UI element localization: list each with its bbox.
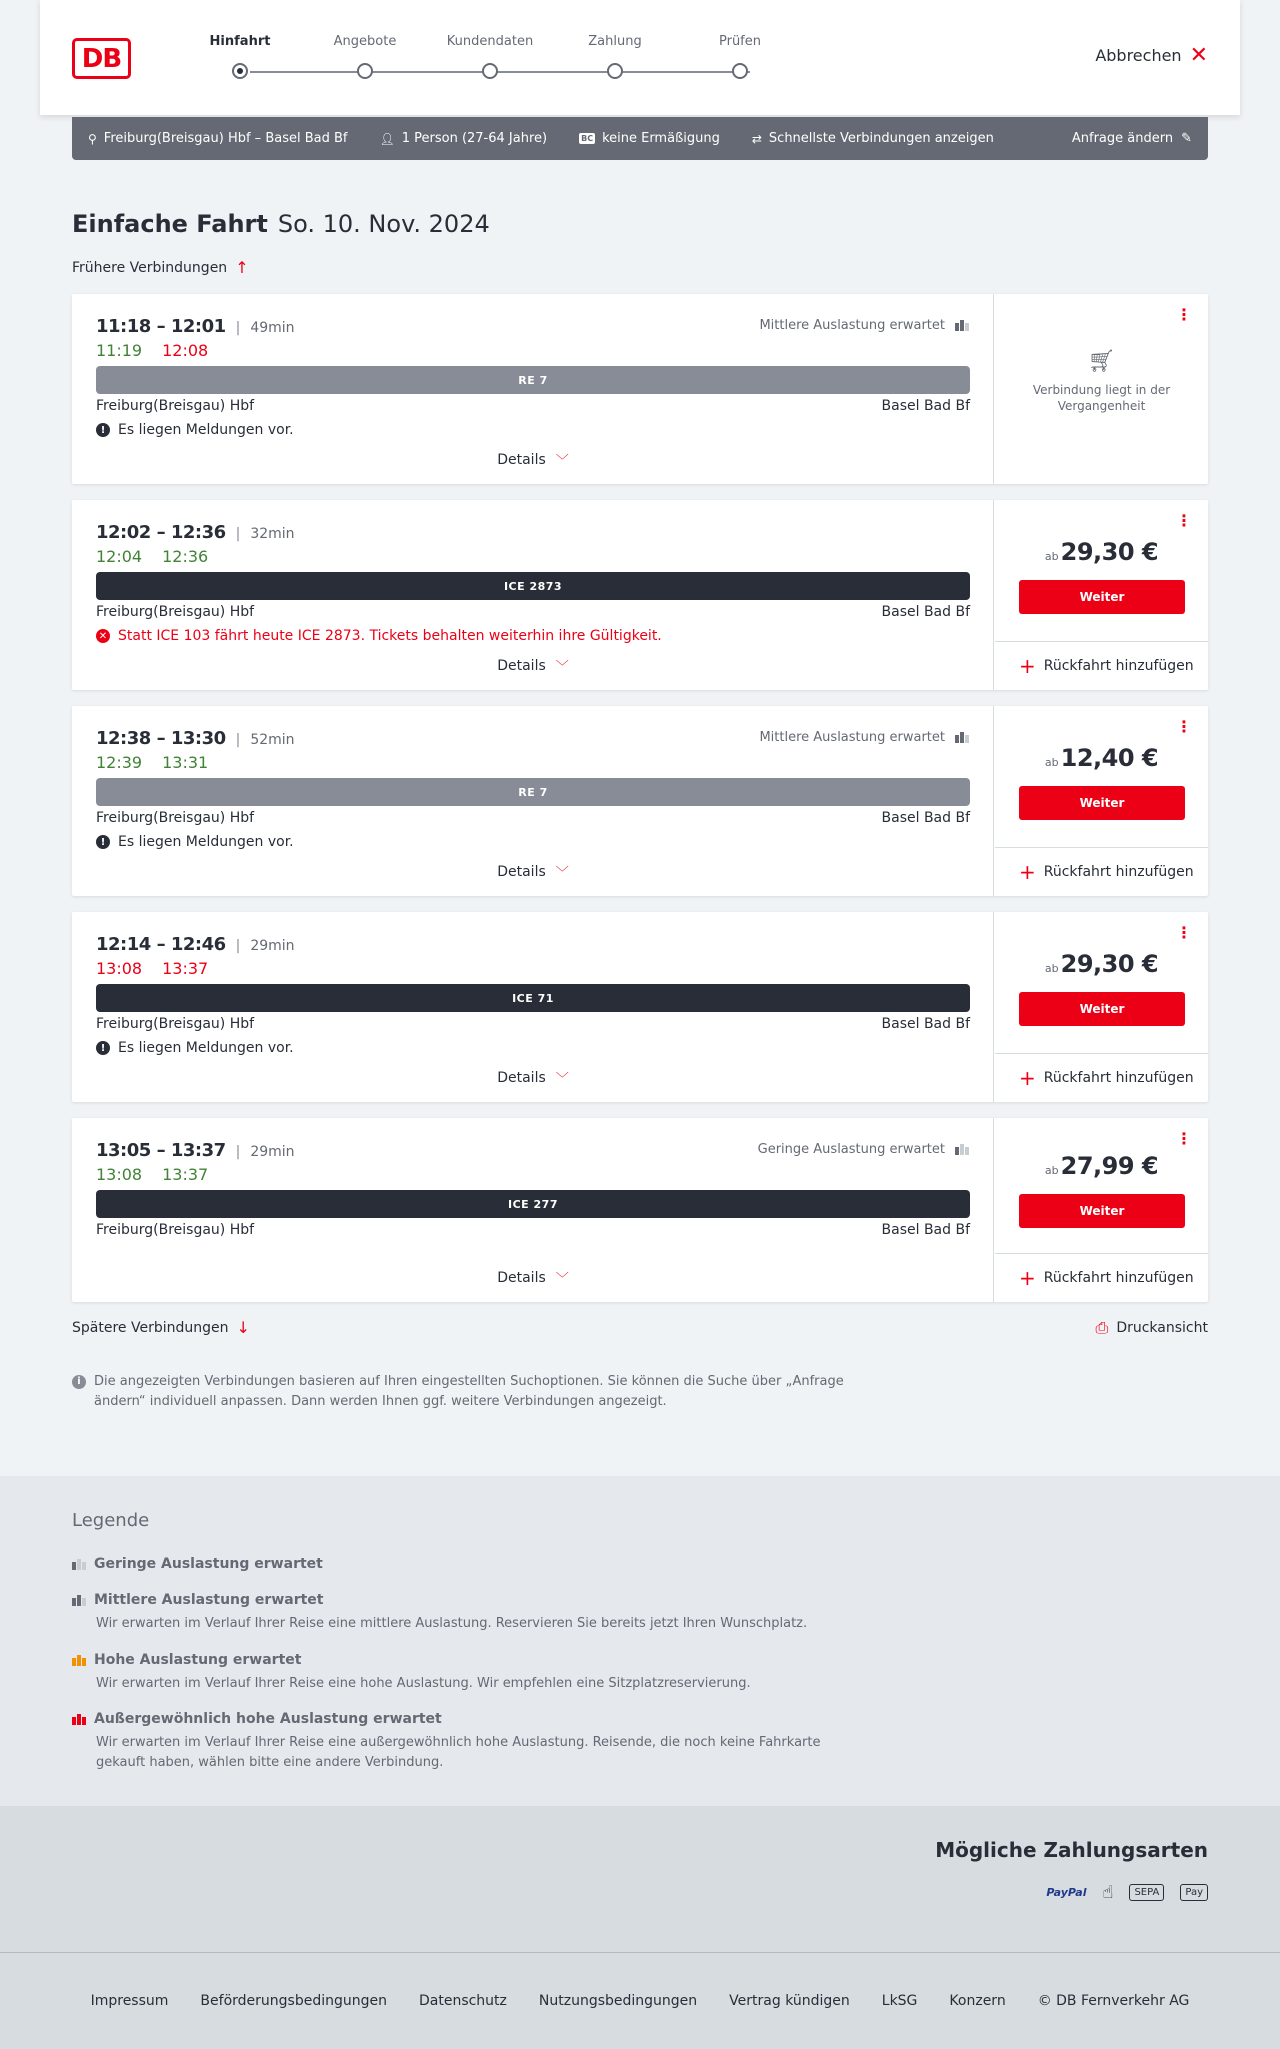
connection-info [72,1118,994,1302]
connection-info [72,706,994,896]
traveller-summary: 👤︎ 1 Person (27-64 Jahre) [379,131,548,146]
paypal-icon: PayPal [1046,1886,1087,1899]
arrow-down-icon: ↓ [236,1318,250,1337]
price: ab29,30 € [1044,538,1159,566]
legend-item-very-high: Außergewöhnlich hohe Auslastung erwartet Wir erwarten im Verlauf Ihrer Reise eine außergewöhnlich hohe Auslastung. Reisende, die noch keine Fahrkarte gekauft haben, wählen bitte eine andere Verbindung. [72,1711,852,1773]
discount-summary: BC keine Ermäßigung [581,131,720,146]
footer-link-befoerderungsbedingungen[interactable]: Beförderungsbedingungen [200,1993,387,2009]
actual-times: 13:08 13:37 [96,959,209,978]
search-options-info: i Die angezeigten Verbindungen basieren auf Ihren eingestellten Suchoptionen. Sie können die Suche über „Anfrage ändern“ individuell anpassen. Dann werden Ihnen ggf. weitere Verbindungen angezeigt. [72,1372,852,1412]
more-options-icon[interactable]: ⋮ [1176,717,1192,736]
continue-button[interactable]: Weiter [1019,992,1185,1026]
plus-icon: + [1019,1065,1036,1090]
search-summary-bar [72,117,1208,160]
step-zahlung: Zahlung [565,34,665,54]
step-pruefen: Prüfen [690,34,790,54]
payment-icons [1046,1882,1208,1903]
chevron-down-icon: ﹀ [555,1072,569,1087]
legend-item-low: Geringe Auslastung erwartet [72,1556,852,1572]
connection-times: 13:05 – 13:37 | 29min [96,1140,295,1161]
occupancy-low-icon [72,1559,86,1570]
connection-info [72,500,994,690]
footer-link-nutzungsbedingungen[interactable]: Nutzungsbedingungen [538,1993,698,2009]
close-icon: ✕ [1189,42,1208,68]
add-return-button[interactable]: + Rückfahrt hinzufügen [995,1253,1208,1301]
add-return-button[interactable]: + Rückfahrt hinzufügen [995,641,1208,689]
offer-panel [995,706,1208,896]
step-hinfahrt: Hinfahrt [190,34,290,54]
apple-pay-icon: Pay [1180,1884,1208,1901]
connection-card [72,1118,1208,1302]
cancel-button[interactable]: Abbrechen ✕ [1095,42,1208,68]
chevron-down-icon: ﹀ [555,1272,569,1287]
actual-times: 11:19 12:08 [96,341,209,360]
disruption-message: ✕ Statt ICE 103 fährt heute ICE 2873. Tickets behalten weiterhin ihre Gültigkeit. [96,628,662,644]
stations: Freiburg(Breisgau) Hbf Basel Bad Bf [96,810,970,826]
past-connection-note: 🛒︎ Verbindung liegt in der Vergangenheit [995,354,1208,414]
train-bar[interactable]: ICE 2873 [96,572,970,600]
price: ab12,40 € [1044,744,1159,772]
payment-methods-section [0,1806,1280,1952]
exclamation-icon: ! [96,1041,110,1055]
later-connections-link[interactable]: Spätere Verbindungen ↓ [72,1318,250,1337]
occupancy-low-icon [955,1144,969,1155]
connection-card [72,912,1208,1102]
occupancy-info: Mittlere Auslastung erwartet [759,318,969,333]
train-bar[interactable]: ICE 71 [96,984,970,1012]
footer-link-impressum[interactable]: Impressum [90,1993,169,2009]
credit-card-icon: ☝︎ [1102,1882,1114,1903]
plus-icon: + [1019,1265,1036,1290]
copyright: © DB Fernverkehr AG [1037,1993,1190,2009]
legend-title: Legende [72,1510,150,1531]
info-icon: i [72,1375,86,1389]
connection-times: 12:02 – 12:36 | 32min [96,522,295,543]
actual-times: 12:39 13:31 [96,753,209,772]
chevron-down-icon: ﹀ [555,866,569,881]
plus-icon: + [1019,859,1036,884]
steps-line [250,71,750,73]
chevron-down-icon: ﹀ [555,660,569,675]
continue-button[interactable]: Weiter [1019,1194,1185,1228]
pencil-icon: ✎ [1181,131,1192,146]
legend-section [0,1476,1280,1806]
connection-times: 12:38 – 13:30 | 52min [96,728,295,749]
stations: Freiburg(Breisgau) Hbf Basel Bad Bf [96,398,970,414]
step-dot [482,63,498,79]
notice-message: ! Es liegen Meldungen vor. [96,422,294,438]
plus-icon: + [1019,653,1036,678]
offer-panel [995,294,1208,484]
connection-times: 11:18 – 12:01 | 49min [96,316,295,337]
earlier-connections-link[interactable]: Frühere Verbindungen ↑ [72,258,249,277]
db-logo[interactable]: DB [72,38,131,79]
swap-arrows-icon: ⇄ [751,131,762,146]
stations: Freiburg(Breisgau) Hbf Basel Bad Bf [96,604,970,620]
legend-item-medium: Mittlere Auslastung erwartet Wir erwarten im Verlauf Ihrer Reise eine mittlere Auslastung. Reservieren Sie bereits jetzt Ihren Wunschplatz. [72,1592,852,1634]
more-options-icon[interactable]: ⋮ [1176,923,1192,942]
printer-icon: ⎙ [1095,1318,1109,1337]
price: ab27,99 € [1044,1152,1159,1180]
step-kundendaten: Kundendaten [440,34,540,54]
train-bar[interactable]: RE 7 [96,778,970,806]
add-return-button[interactable]: + Rückfahrt hinzufügen [995,847,1208,895]
exclamation-icon: ! [96,423,110,437]
continue-button[interactable]: Weiter [1019,580,1185,614]
notice-message: ! Es liegen Meldungen vor. [96,834,294,850]
details-toggle[interactable]: Details ﹀ [497,1069,569,1087]
connection-info [72,912,994,1102]
step-dot [232,63,248,79]
booking-steps [209,34,761,84]
continue-button[interactable]: Weiter [1019,786,1185,820]
occupancy-medium-icon [72,1595,86,1606]
person-icon: 👤︎ [379,131,395,146]
route-summary: ⚲ Freiburg(Breisgau) Hbf – Basel Bad Bf [88,131,348,146]
step-dot [732,63,748,79]
change-search-button[interactable]: Anfrage ändern ✎ [1071,131,1192,146]
details-toggle[interactable]: Details ﹀ [497,863,569,881]
footer-link-konzern[interactable]: Konzern [949,1993,1006,2009]
exclamation-icon: ! [96,835,110,849]
actual-times: 12:04 12:36 [96,547,209,566]
bahncard-icon: BC [581,134,594,143]
connection-times: 12:14 – 12:46 | 29min [96,934,295,955]
offer-panel [995,912,1208,1102]
offer-panel [995,1118,1208,1302]
page-title: Einfache Fahrt So. 10. Nov. 2024 [72,210,490,238]
fastest-connections-toggle[interactable]: ⇄ Schnellste Verbindungen anzeigen [751,131,994,146]
sepa-icon: SEPA [1129,1884,1164,1901]
details-toggle[interactable]: Details ﹀ [497,451,569,469]
price: ab29,30 € [1044,950,1159,978]
occupancy-very-high-icon [72,1714,86,1725]
stations: Freiburg(Breisgau) Hbf Basel Bad Bf [96,1222,970,1238]
step-angebote: Angebote [315,34,415,54]
offer-panel [995,500,1208,690]
train-bar[interactable]: RE 7 [96,366,970,394]
top-header [40,0,1240,115]
legend-item-high: Hohe Auslastung erwartet Wir erwarten im Verlauf Ihrer Reise eine hohe Auslastung. Wir empfehlen eine Sitzplatzreservierung. [72,1652,852,1694]
error-icon: ✕ [96,629,110,643]
more-options-icon[interactable]: ⋮ [1176,305,1192,324]
more-options-icon[interactable]: ⋮ [1176,511,1192,530]
occupancy-info: Mittlere Auslastung erwartet [759,730,969,745]
stations: Freiburg(Breisgau) Hbf Basel Bad Bf [96,1016,970,1032]
step-dot [357,63,373,79]
connection-card [72,294,1208,484]
footer-link-datenschutz[interactable]: Datenschutz [418,1993,507,2009]
chevron-down-icon: ﹀ [555,454,569,469]
occupancy-info: Geringe Auslastung erwartet [758,1142,969,1157]
add-return-button[interactable]: + Rückfahrt hinzufügen [995,1053,1208,1101]
footer [0,1952,1280,2049]
footer-link-vertrag-kuendigen[interactable]: Vertrag kündigen [729,1993,850,2009]
notice-message: ! Es liegen Meldungen vor. [96,1040,294,1056]
occupancy-medium-icon [955,320,969,331]
occupancy-medium-icon [955,732,969,743]
print-view-link[interactable]: ⎙ Druckansicht [1095,1318,1208,1337]
payment-title: Mögliche Zahlungsarten [935,1838,1208,1862]
location-pin-icon: ⚲ [88,131,97,146]
connection-info [72,294,994,484]
actual-times: 13:08 13:37 [96,1165,209,1184]
train-bar[interactable]: ICE 277 [96,1190,970,1218]
connection-card [72,500,1208,690]
arrow-up-icon: ↑ [235,258,249,277]
footer-link-lksg[interactable]: LkSG [881,1993,918,2009]
more-options-icon[interactable]: ⋮ [1176,1129,1192,1148]
details-toggle[interactable]: Details ﹀ [497,657,569,675]
connection-card [72,706,1208,896]
cart-unavailable-icon: 🛒︎ [1087,349,1116,374]
step-dot [607,63,623,79]
details-toggle[interactable]: Details ﹀ [497,1269,569,1287]
occupancy-high-icon [72,1655,86,1666]
